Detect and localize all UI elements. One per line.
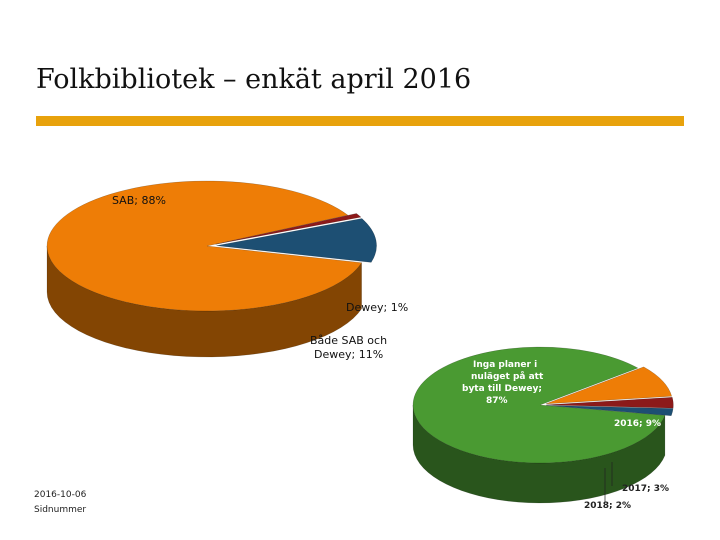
pie1-label-dewey: Dewey; 1% <box>346 301 409 314</box>
pie1-label-both-line1: Både SAB och <box>310 334 388 347</box>
pie1-label-both-line2: Dewey; 11% <box>314 348 384 361</box>
pie2-label-2016: 2016; 9% <box>614 419 662 429</box>
footer-date: 2016-10-06 <box>34 490 87 500</box>
pie2-label-none-line3: byta till Dewey; <box>462 384 542 394</box>
pie2-label-2018: 2018; 2% <box>584 501 632 511</box>
pie2-label-none-line2: nuläget på att <box>471 372 544 382</box>
pie2-label-none-line1: Inga planer i <box>473 360 538 370</box>
pie2-label-2017: 2017; 3% <box>622 484 670 494</box>
slide-title: Folkbibliotek – enkät april 2016 <box>36 64 472 95</box>
footer-page-number: Sidnummer <box>34 505 87 515</box>
pie2-label-none-line4: 87% <box>486 396 508 406</box>
pie-chart-classification <box>47 181 377 357</box>
pie1-label-sab: SAB; 88% <box>112 194 166 207</box>
